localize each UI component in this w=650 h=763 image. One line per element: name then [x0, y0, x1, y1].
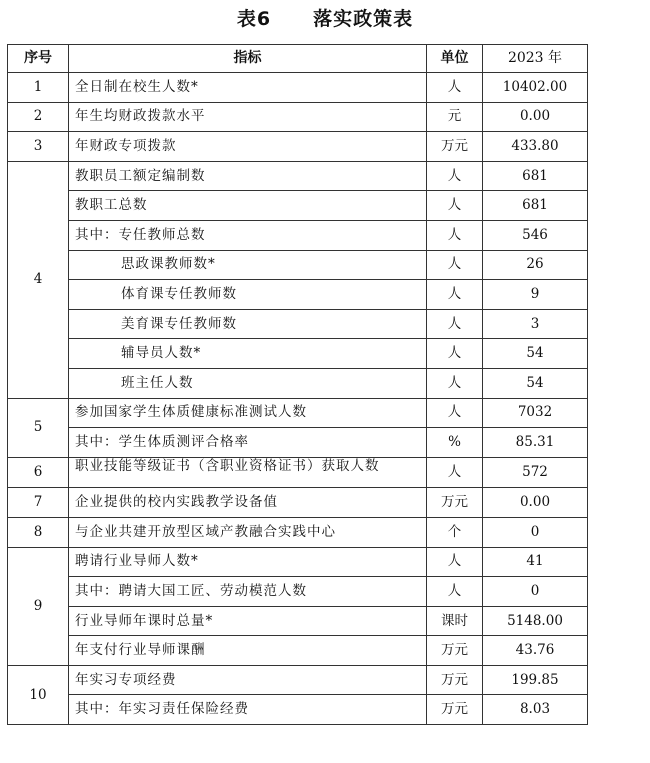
header-unit: 单位 — [427, 45, 483, 73]
table-row — [8, 517, 588, 547]
row-unit: 人 — [427, 220, 483, 250]
header-indicator: 指标 — [69, 45, 427, 73]
table-row — [8, 695, 588, 725]
table-row — [8, 309, 588, 339]
row-value: 572 — [483, 457, 588, 488]
row-indicator: 体育课专任教师数 — [69, 280, 427, 310]
row-value: 41 — [483, 547, 588, 577]
row-indicator: 辅导员人数* — [69, 339, 427, 369]
row-unit: 人 — [427, 191, 483, 221]
table-row — [8, 132, 588, 162]
table-row — [8, 665, 588, 695]
table-row — [8, 102, 588, 132]
row-indicator: 职业技能等级证书（含职业资格证书）获取人数 — [69, 457, 427, 488]
row-unit: 个 — [427, 517, 483, 547]
row-indicator: 美育课专任教师数 — [69, 309, 427, 339]
row-value: 8.03 — [483, 695, 588, 725]
row-unit: 人 — [427, 280, 483, 310]
row-indicator: 其中：专任教师总数 — [69, 220, 427, 250]
row-value: 0.00 — [483, 102, 588, 132]
row-indicator: 班主任人数 — [69, 368, 427, 398]
row-value: 546 — [483, 220, 588, 250]
row-indicator: 年生均财政拨款水平 — [69, 102, 427, 132]
table-row — [8, 191, 588, 221]
header-row — [8, 45, 588, 73]
row-unit: 人 — [427, 73, 483, 103]
header-year: 2023 年 — [483, 45, 588, 73]
table-row — [8, 220, 588, 250]
header-seq: 序号 — [8, 45, 69, 73]
row-indicator: 行业导师年课时总量* — [69, 606, 427, 636]
row-indicator: 参加国家学生体质健康标准测试人数 — [69, 398, 427, 428]
row-unit: % — [427, 428, 483, 458]
row-value: 0 — [483, 577, 588, 607]
row-seq: 7 — [8, 488, 69, 518]
policy-table — [7, 44, 588, 725]
row-value: 0 — [483, 517, 588, 547]
table-row — [8, 577, 588, 607]
row-indicator: 其中：聘请大国工匠、劳动模范人数 — [69, 577, 427, 607]
row-seq: 8 — [8, 517, 69, 547]
table-row — [8, 457, 588, 488]
row-indicator: 与企业共建开放型区域产教融合实践中心 — [69, 517, 427, 547]
row-value: 3 — [483, 309, 588, 339]
row-seq: 1 — [8, 73, 69, 103]
table-number: 表6 — [236, 8, 272, 30]
row-indicator: 年实习专项经费 — [69, 665, 427, 695]
row-unit: 人 — [427, 577, 483, 607]
row-seq: 3 — [8, 132, 69, 162]
row-unit: 人 — [427, 547, 483, 577]
row-value: 9 — [483, 280, 588, 310]
table-row — [8, 73, 588, 103]
row-seq: 9 — [8, 547, 69, 665]
row-value: 7032 — [483, 398, 588, 428]
row-value: 681 — [483, 191, 588, 221]
row-value: 54 — [483, 368, 588, 398]
row-indicator: 教职员工额定编制数 — [69, 161, 427, 191]
row-unit: 人 — [427, 339, 483, 369]
row-unit: 万元 — [427, 695, 483, 725]
row-value: 5148.00 — [483, 606, 588, 636]
row-value: 26 — [483, 250, 588, 280]
row-value: 0.00 — [483, 488, 588, 518]
row-unit: 人 — [427, 398, 483, 428]
row-indicator: 企业提供的校内实践教学设备值 — [69, 488, 427, 518]
row-unit: 人 — [427, 368, 483, 398]
row-value: 54 — [483, 339, 588, 369]
row-unit: 人 — [427, 161, 483, 191]
row-unit: 万元 — [427, 665, 483, 695]
row-unit: 万元 — [427, 636, 483, 666]
row-indicator: 其中：年实习责任保险经费 — [69, 695, 427, 725]
row-unit: 人 — [427, 457, 483, 488]
table-row — [8, 428, 588, 458]
row-unit: 元 — [427, 102, 483, 132]
row-indicator: 聘请行业导师人数* — [69, 547, 427, 577]
table-name: 落实政策表 — [313, 8, 414, 30]
row-indicator: 年支付行业导师课酬 — [69, 636, 427, 666]
row-seq: 6 — [8, 457, 69, 488]
row-unit: 人 — [427, 309, 483, 339]
row-indicator: 思政课教师数* — [69, 250, 427, 280]
row-unit: 人 — [427, 250, 483, 280]
table-row — [8, 636, 588, 666]
table-row — [8, 250, 588, 280]
table-row — [8, 161, 588, 191]
table-title — [0, 4, 650, 31]
row-value: 681 — [483, 161, 588, 191]
row-value: 85.31 — [483, 428, 588, 458]
row-seq: 10 — [8, 665, 69, 724]
table-row — [8, 339, 588, 369]
table-row — [8, 280, 588, 310]
row-value: 199.85 — [483, 665, 588, 695]
row-unit: 万元 — [427, 132, 483, 162]
row-seq: 5 — [8, 398, 69, 457]
table-row — [8, 547, 588, 577]
table-row — [8, 368, 588, 398]
row-unit: 万元 — [427, 488, 483, 518]
row-indicator: 全日制在校生人数* — [69, 73, 427, 103]
row-unit: 课时 — [427, 606, 483, 636]
table-row — [8, 488, 588, 518]
row-indicator: 年财政专项拨款 — [69, 132, 427, 162]
table-row — [8, 398, 588, 428]
table-row — [8, 606, 588, 636]
row-indicator: 教职工总数 — [69, 191, 427, 221]
row-indicator: 其中：学生体质测评合格率 — [69, 428, 427, 458]
row-value: 433.80 — [483, 132, 588, 162]
row-value: 43.76 — [483, 636, 588, 666]
row-value: 10402.00 — [483, 73, 588, 103]
row-seq: 4 — [8, 161, 69, 398]
row-seq: 2 — [8, 102, 69, 132]
